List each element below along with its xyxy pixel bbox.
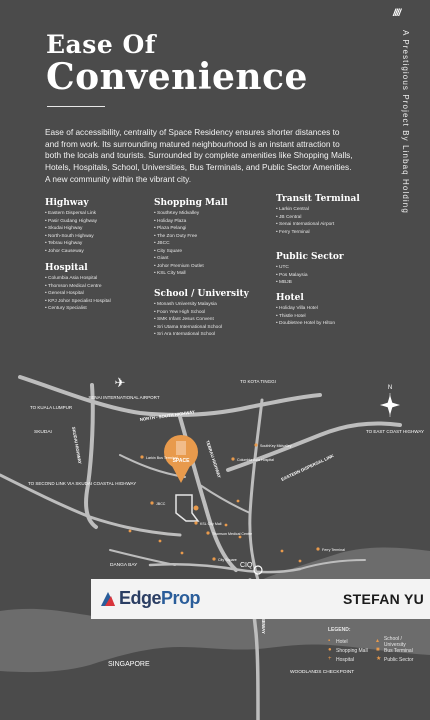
southkey-label: SouthKey Midvalley — [260, 444, 292, 448]
edgeprop-badge[interactable] — [91, 579, 430, 619]
list-item: • Plaza Pelangi — [154, 225, 228, 233]
danga-bay-label: DANGA BAY — [110, 563, 138, 568]
shopping-mall-icon: ● — [328, 647, 332, 653]
poi-marker — [237, 500, 240, 503]
category-highway — [45, 198, 97, 255]
poi-marker — [206, 531, 209, 534]
category-title: Public Sector — [276, 252, 344, 262]
category-title: School / University — [154, 289, 249, 299]
legend-label: Hospital — [336, 656, 355, 663]
list-item: • Century Specialist — [45, 305, 111, 313]
project-name-label: SPACE — [172, 458, 190, 464]
compass-icon — [380, 393, 400, 417]
list-item: • KPJ Johor Specialist Hospital — [45, 298, 111, 306]
larkin-label: Larkin Bus Terminal — [146, 456, 178, 460]
senai-airport-label: SENAI INTERNATIONAL AIRPORT — [88, 395, 160, 400]
skudai-highway-road — [86, 385, 96, 527]
category-title: Shopping Mall — [154, 198, 228, 208]
legend-label: Bus Terminal — [384, 647, 413, 654]
poi-marker — [231, 457, 234, 460]
poi-marker — [254, 443, 257, 446]
category-public-sector — [276, 252, 344, 287]
legend-item — [376, 657, 424, 663]
legend-title: LEGEND: — [328, 627, 351, 633]
list-item: • City Square — [154, 248, 228, 256]
category-transit — [276, 194, 360, 236]
category-list — [154, 301, 249, 339]
edgeprop-wordmark-part2: Prop — [161, 588, 201, 608]
agent-name: STEFAN YU — [343, 591, 425, 607]
list-item: • Holiday Villa Hotel — [276, 305, 335, 313]
legend-row — [328, 655, 424, 664]
category-list — [154, 210, 228, 278]
list-item: • Pasir Gudang Highway — [45, 218, 97, 226]
list-item: • Monash University Malaysia — [154, 301, 249, 309]
list-item: • JBCC — [154, 240, 228, 248]
category-list — [45, 275, 111, 313]
category-list — [276, 206, 360, 236]
legend-label: Hotel — [336, 638, 348, 645]
list-item: • Eastern Dispersal Link — [45, 210, 97, 218]
legend-item — [376, 648, 424, 654]
to-kuala-lumpur-label: TO KUALA LUMPUR — [30, 405, 73, 410]
list-item: • Foon Yew High School — [154, 309, 249, 317]
list-item: • Pos Malaysia — [276, 272, 344, 280]
category-list — [276, 264, 344, 287]
ferry-label: Ferry Terminal — [322, 548, 345, 552]
list-item: • Larkin Central — [276, 206, 360, 214]
to-kota-tinggi-label: TO KOTA TINGGI — [240, 379, 276, 384]
legend-item — [328, 657, 376, 663]
poi-marker — [129, 530, 132, 533]
list-item: • Thistle Hotel — [276, 313, 335, 321]
category-title: Transit Terminal — [276, 194, 360, 204]
category-list — [276, 305, 335, 328]
list-item: • UTC — [276, 264, 344, 272]
list-item: • General Hospital — [45, 290, 111, 298]
legend-row — [328, 646, 424, 655]
public-sector-icon: ★ — [376, 656, 382, 662]
connector-road — [250, 400, 262, 580]
brand-mark: //// — [393, 8, 401, 19]
list-item: • Sri Utama International School — [154, 324, 249, 332]
title-divider — [47, 106, 105, 107]
list-item: • SMK Infant Jesus Convent — [154, 316, 249, 324]
list-item: • SouthKey Midvalley — [154, 210, 228, 218]
ciq-label: CIQ — [240, 562, 253, 569]
poi-marker — [239, 536, 242, 539]
list-item: • North-South Highway — [45, 233, 97, 241]
category-title: Hotel — [276, 293, 304, 303]
north-label: N — [387, 385, 393, 391]
vertical-tagline: A Prestigious Project By Linbaq Holding — [401, 30, 410, 214]
list-item: • Columbia Asia Hospital — [45, 275, 111, 283]
edgeprop-wordmark — [119, 588, 200, 609]
category-hospital — [45, 263, 111, 313]
north-south-highway-label: NORTH - SOUTH HIGHWAY — [139, 409, 196, 422]
singapore-label: SINGAPORE — [108, 661, 150, 668]
category-title: Highway — [45, 198, 89, 208]
skudai-label: SKUDAI — [34, 430, 52, 435]
poi-marker — [140, 455, 143, 458]
list-item: • JB Central — [276, 214, 360, 222]
list-item: • Tebrau Highway — [45, 240, 97, 248]
list-item: • Thomson Medical Centre — [45, 283, 111, 291]
thomson-label: Thomson Medical Centre — [212, 532, 253, 536]
list-item: • KSL City Mall — [154, 270, 228, 278]
site-dot — [194, 506, 199, 511]
poi-marker — [281, 550, 284, 553]
poi-marker — [150, 501, 153, 504]
poi-marker — [299, 560, 302, 563]
list-item: • Sri Ara International School — [154, 331, 249, 339]
list-item: • Giant — [154, 255, 228, 263]
location-map — [0, 355, 430, 720]
airport-icon: ✈ — [114, 375, 126, 390]
legend-row — [328, 637, 424, 646]
jbcc-label: JBCC — [156, 502, 166, 506]
title-line-2: Convenience — [46, 56, 308, 98]
poi-marker — [159, 540, 162, 543]
list-item: • Skudai Highway — [45, 225, 97, 233]
bus-terminal-icon: ■ — [376, 647, 380, 653]
legend-label: Public Sector — [384, 656, 414, 663]
list-item: • Doubletree Hotel by Hilton — [276, 320, 335, 328]
woodlands-label: WOODLANDS CHECKPOINT — [290, 670, 355, 675]
legend-item — [328, 648, 376, 654]
list-item: • Holiday Plaza — [154, 218, 228, 226]
list-item: • Johor Causeway — [45, 248, 97, 256]
category-school — [154, 289, 249, 339]
list-item: • Senai International Airport — [276, 221, 360, 229]
edgeprop-wordmark-part1: Edge — [119, 588, 162, 608]
category-list — [45, 210, 97, 255]
legend-label: Shopping Mall — [336, 647, 368, 654]
edgeprop-logo-icon — [99, 590, 117, 608]
category-title: Hospital — [45, 263, 88, 273]
tebrau-highway-label: TEBRAU HIGHWAY — [205, 439, 222, 479]
to-second-link-label: TO SECOND LINK VIA SKUDAI COASTAL HIGHWAY — [28, 481, 137, 486]
ksl-label: KSL City Mall — [200, 522, 222, 526]
school-icon: ▴ — [376, 638, 380, 644]
poi-marker — [181, 552, 184, 555]
hospital-icon: + — [328, 656, 332, 662]
intro-paragraph: Ease of accessibility, centrality of Space Residency ensures shorter distances to and from work. Its surrounding matured neighbourhood is an instant attraction to both the locals and tourists. Surrounded by complete amenities like Shopping Malls, Hotels, Hospitals, School, Universities, Bus Terminals, and Public Sector Amenities. A new community within the vibrant city. — [45, 127, 353, 184]
poi-marker — [225, 524, 228, 527]
list-item: • MBJB — [276, 279, 344, 287]
title-line-1: Ease Of — [46, 30, 156, 59]
category-shopping-mall — [154, 198, 228, 278]
map-legend — [328, 627, 424, 664]
list-item: • The Zon Duty Free — [154, 233, 228, 241]
hotel-icon: ▪ — [328, 638, 331, 644]
legend-label: School / University — [383, 635, 406, 648]
skudai-highway-label: SKUDAI HIGHWAY — [71, 426, 83, 465]
columbia-label: Columbia Asia Hospital — [237, 458, 274, 462]
legend-item — [328, 639, 376, 645]
list-item: • Johor Premium Outlet — [154, 263, 228, 271]
category-hotel — [276, 293, 335, 328]
poi-marker — [212, 557, 215, 560]
city-square-label: City Square — [218, 558, 237, 562]
eastern-dispersal-link-label: EASTERN DISPERSAL LINK — [280, 453, 335, 482]
poi-marker — [316, 547, 319, 550]
poi-marker — [194, 521, 197, 524]
to-east-coast-label: TO EAST COAST HIGHWAY — [366, 429, 425, 434]
list-item: • Ferry Terminal — [276, 229, 360, 237]
legend-item — [376, 636, 424, 648]
